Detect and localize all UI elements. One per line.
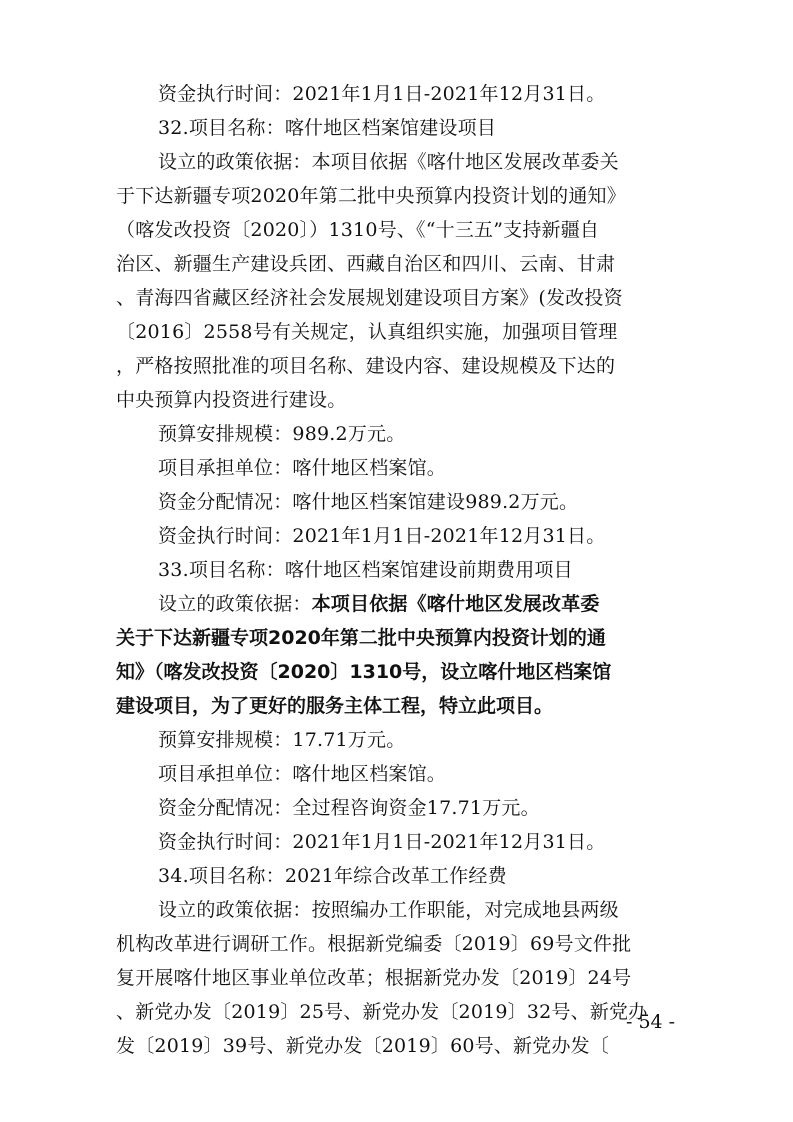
text-line bbox=[158, 590, 600, 618]
text-line: 项目承担单位：喀什地区档案馆。 bbox=[158, 763, 447, 785]
bold-text-line: 建设项目，为了更好的服务主体工程，特立此项目。 bbox=[116, 695, 554, 717]
text-line: 〔2016〕2558号有关规定，认真组织实施，加强项目管理 bbox=[116, 321, 618, 343]
text-line: 、青海四省藏区经济社会发展规划建设项目方案》(发改投资 bbox=[116, 287, 623, 309]
page-number: - 54 - bbox=[626, 1011, 676, 1033]
text-line: 资金执行时间：2021年1月1日-2021年12月31日。 bbox=[158, 525, 606, 547]
text-line: 发〔2019〕39号、新党办发〔2019〕60号、新党办发〔 bbox=[116, 1035, 610, 1057]
text-line: 设立的政策依据：本项目依据《喀什地区发展改革委关 bbox=[158, 151, 619, 173]
bold-text-line: 知》（喀发改投资〔2020〕1310号，设立喀什地区档案馆 bbox=[116, 661, 612, 683]
text-line: 资金分配情况：喀什地区档案馆建设989.2万元。 bbox=[158, 491, 579, 513]
section-heading-32: 32.项目名称：喀什地区档案馆建设项目 bbox=[158, 117, 497, 139]
section-heading-33: 33.项目名称：喀什地区档案馆建设前期费用项目 bbox=[158, 559, 573, 581]
text-line: 中央预算内投资进行建设。 bbox=[116, 389, 347, 411]
bold-text-span: 本项目依据《喀什地区发展改革委 bbox=[311, 593, 600, 615]
text-line: 、新党办发〔2019〕25号、新党办发〔2019〕32号、新党办 bbox=[116, 1001, 648, 1023]
text-line: 预算安排规模：17.71万元。 bbox=[158, 729, 406, 751]
text-line: ，严格按照批准的项目名称、建设内容、建设规模及下达的 bbox=[116, 355, 616, 377]
text-line: 项目承担单位：喀什地区档案馆。 bbox=[158, 457, 447, 479]
bold-text-line: 关于下达新疆专项2020年第二批中央预算内投资计划的通 bbox=[116, 627, 606, 649]
text-line: 设立的政策依据：按照编办工作职能，对完成地县两级 bbox=[158, 899, 619, 921]
text-line: 机构改革进行调研工作。根据新党编委〔2019〕69号文件批 bbox=[116, 933, 632, 955]
text-line: 治区、新疆生产建设兵团、西藏自治区和四川、云南、甘肃 bbox=[116, 253, 616, 275]
text-line: 资金执行时间：2021年1月1日-2021年12月31日。 bbox=[158, 83, 606, 105]
text-line: 复开展喀什地区事业单位改革；根据新党办发〔2019〕24号 bbox=[116, 967, 632, 989]
section-heading-34: 34.项目名称：2021年综合改革工作经费 bbox=[158, 865, 507, 887]
text-line: 预算安排规模：989.2万元。 bbox=[158, 423, 406, 445]
text-span: 设立的政策依据： bbox=[158, 593, 312, 615]
text-line: 资金执行时间：2021年1月1日-2021年12月31日。 bbox=[158, 831, 606, 853]
text-line: （喀发改投资〔2020〕）1310号、《“十三五”支持新疆自 bbox=[116, 219, 600, 241]
text-line: 资金分配情况：全过程咨询资金17.71万元。 bbox=[158, 797, 540, 819]
text-line: 于下达新疆专项2020年第二批中央预算内投资计划的通知》 bbox=[116, 185, 626, 207]
